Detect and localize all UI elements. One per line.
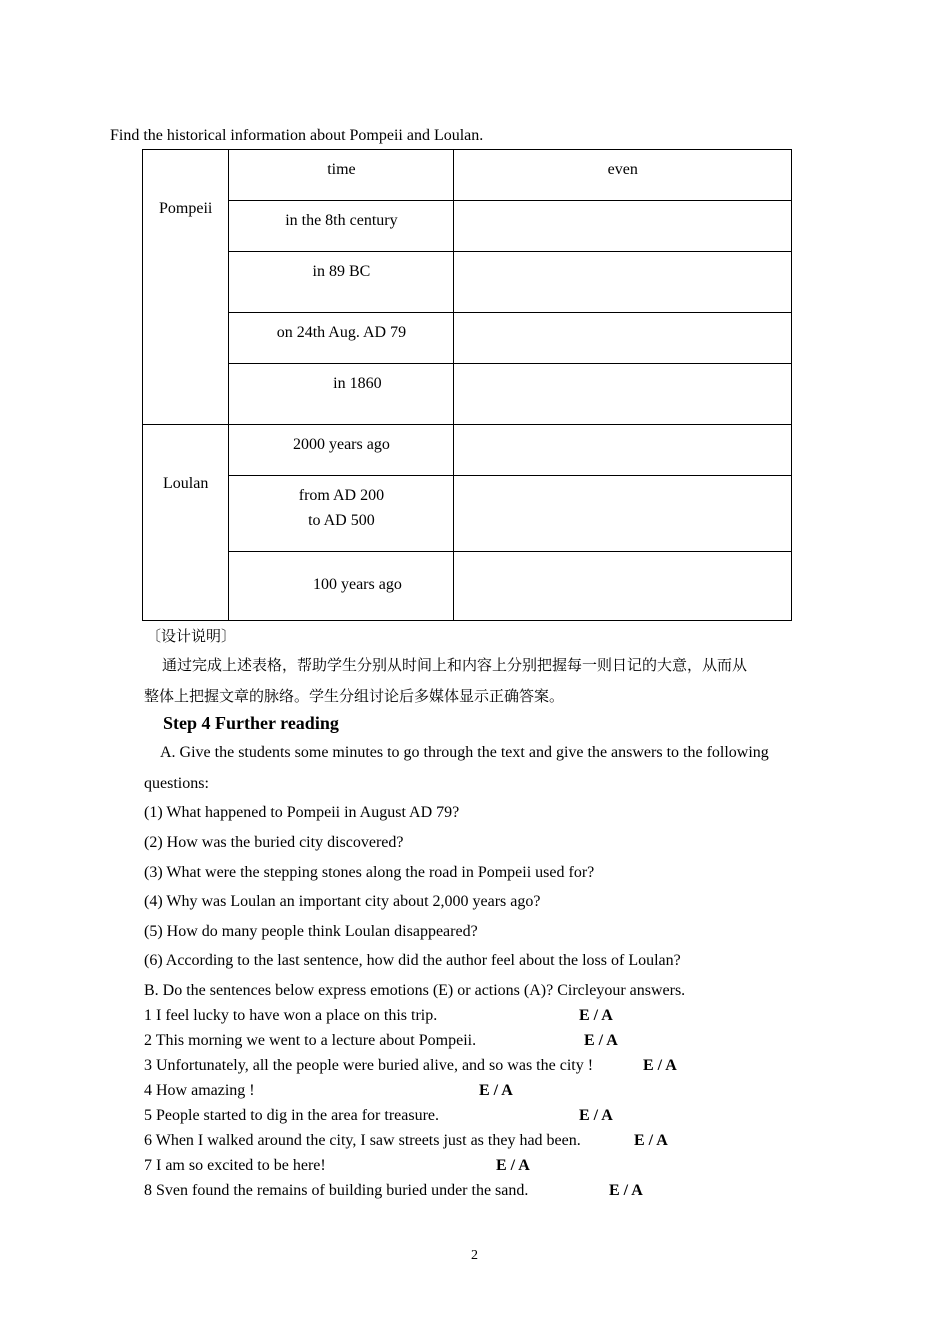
time-line: from AD 200 — [298, 487, 385, 504]
event-cell — [454, 425, 792, 476]
loulan-label: Loulan — [163, 475, 209, 492]
design-note-line2: 整体上把握文章的脉络。学生分组讨论后多媒体显示正确答案。 — [144, 687, 565, 705]
time-cell: in 1860 — [229, 364, 454, 425]
loulan-cell — [143, 425, 229, 621]
question-2: (2) How was the buried city discovered? — [144, 834, 404, 851]
answer-choice-6: E / A — [634, 1132, 668, 1149]
answer-choice-4: E / A — [479, 1082, 513, 1099]
design-note-line1: 通过完成上述表格，帮助学生分别从时间上和内容上分别把握每一则日记的大意，从而从 — [162, 656, 748, 674]
design-note-label: 〔设计说明〕 — [146, 627, 237, 645]
time-cell: in the 8th century — [229, 201, 454, 252]
history-table — [142, 149, 792, 621]
header-event: even — [454, 150, 792, 201]
question-1: (1) What happened to Pompeii in August AD 79? — [144, 804, 460, 821]
event-cell — [454, 552, 792, 621]
answer-choice-8: E / A — [609, 1182, 643, 1199]
pompeii-label: Pompeii — [159, 200, 213, 217]
sentence-3: 3 Unfortunately, all the people were buried alive, and so was the city ! — [144, 1057, 594, 1074]
partB-instruction: B. Do the sentences below express emotions (E) or actions (A)? Circleyour answers. — [144, 982, 686, 999]
answer-choice-3: E / A — [643, 1057, 677, 1074]
partA-line2: questions: — [144, 775, 209, 792]
answer-choice-7: E / A — [496, 1157, 530, 1174]
partA-line1: A. Give the students some minutes to go through the text and give the answers to the following — [160, 744, 769, 761]
time-cell: in 89 BC — [229, 252, 454, 313]
question-3: (3) What were the stepping stones along the road in Pompeii used for? — [144, 864, 595, 881]
question-5: (5) How do many people think Loulan disappeared? — [144, 923, 478, 940]
sentence-1: 1 I feel lucky to have won a place on this trip. — [144, 1007, 438, 1024]
answer-choice-5: E / A — [579, 1107, 613, 1124]
event-cell — [454, 364, 792, 425]
sentence-4: 4 How amazing ! — [144, 1082, 255, 1099]
page-number: 2 — [471, 1248, 478, 1263]
time-line: to AD 500 — [308, 512, 375, 529]
step4-heading: Step 4 Further reading — [163, 713, 339, 733]
sentence-7: 7 I am so excited to be here! — [144, 1157, 326, 1174]
sentence-5: 5 People started to dig in the area for treasure. — [144, 1107, 439, 1124]
answer-choice-1: E / A — [579, 1007, 613, 1024]
question-6: (6) According to the last sentence, how did the author feel about the loss of Loulan? — [144, 952, 681, 969]
event-cell — [454, 313, 792, 364]
time-cell: on 24th Aug. AD 79 — [229, 313, 454, 364]
time-cell: 2000 years ago — [229, 425, 454, 476]
event-cell — [454, 252, 792, 313]
event-cell — [454, 201, 792, 252]
pompeii-cell — [143, 150, 229, 425]
sentence-6: 6 When I walked around the city, I saw streets just as they had been. — [144, 1132, 581, 1149]
answer-choice-2: E / A — [584, 1032, 618, 1049]
sentence-8: 8 Sven found the remains of building buried under the sand. — [144, 1182, 529, 1199]
time-cell — [229, 476, 454, 552]
question-4: (4) Why was Loulan an important city about 2,000 years ago? — [144, 893, 541, 910]
sentence-2: 2 This morning we went to a lecture about Pompeii. — [144, 1032, 477, 1049]
intro-text: Find the historical information about Pompeii and Loulan. — [110, 127, 484, 144]
event-cell — [454, 476, 792, 552]
header-time: time — [229, 150, 454, 201]
time-cell: 100 years ago — [229, 552, 454, 621]
